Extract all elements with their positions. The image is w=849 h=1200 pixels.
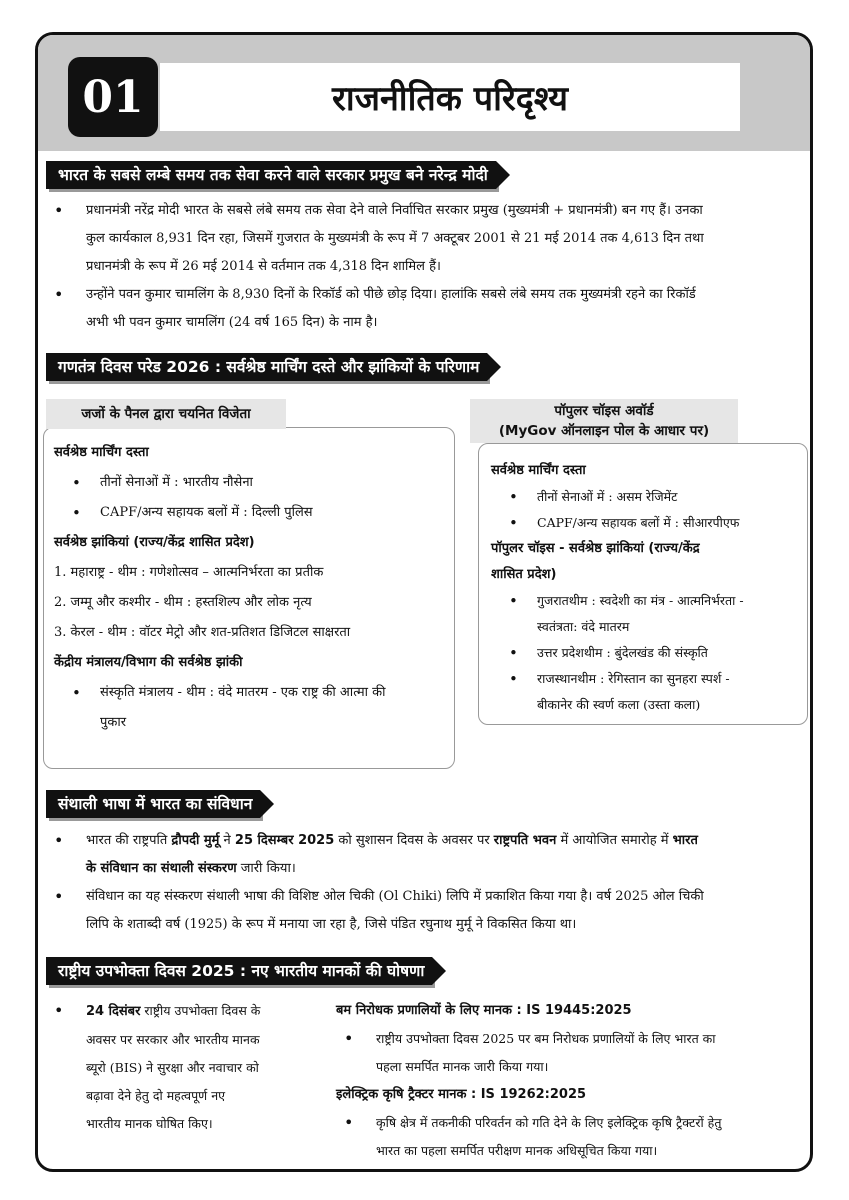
list-item: • भारत की राष्ट्रपति द्रौपदी मुर्मू ने 25 दिसम्बर 2025 को सुशासन दिवस के अवसर पर राष्ट्रपति भवन में आयोजित समारोह में भारत के संविधान का संथाली संस्करण जारी किया। bbox=[46, 827, 808, 883]
popular-choice-tab: पॉपुलर चॉइस अवॉर्ड (MyGov ऑनलाइन पोल के आधार पर) bbox=[470, 399, 738, 443]
list-item: • कृषि क्षेत्र में तकनीकी परिवर्तन को गति देने के लिए इलेक्ट्रिक कृषि ट्रैक्टरों हेतु भारत का पहला समर्पित परीक्षण मानक अधिसूचित किया गया। bbox=[336, 1109, 808, 1165]
page-frame bbox=[35, 32, 813, 1172]
list-item: • उत्तर प्रदेशथीम : बुंदेलखंड की संस्कृति bbox=[491, 640, 799, 666]
section-heading-consumer-day: राष्ट्रीय उपभोक्ता दिवस 2025 : नए भारतीय मानकों की घोषणा bbox=[46, 957, 446, 985]
subheading: पॉपुलर चॉइस - सर्वश्रेष्ठ झांकियां (राज्य/केंद्र bbox=[491, 541, 700, 556]
list-item: • संविधान का यह संस्करण संथाली भाषा की विशिष्ट ओल चिकी (Ol Chiki) लिपि में प्रकाशित किया गया है। वर्ष 2025 ओल चिकी लिपि के शताब्दी वर्ष (1925) के रूप में मनाया जा रहा है, जिसे पंडित रघुनाथ मुर्मू ने विकसित किया था। bbox=[46, 883, 808, 939]
subheading: सर्वश्रेष्ठ मार्चिंग दस्ता bbox=[491, 463, 586, 478]
popular-choice-box: सर्वश्रेष्ठ मार्चिंग दस्ता • तीनों सेनाओं में : असम रेजिमेंट • CAPF/अन्य सहायक बलों में : सीआरपीएफ पॉपुलर चॉइस - सर्वश्रेष्ठ झांकियां (राज्य/केंद्र शासित प्रदेश) • गुजरातथीम : स्वदेशी का मंत्र - आत्मनिर्भरता - स्वतंत्रता: वंदे मातरम • उत्तर प्रदेशथीम : बुंदेलखंड की संस्कृति • राजस्थानथीम : रेगिस्तान का सुनहरा स्पर्श - बीकानेर की स्वर्ण कला (उस्ता कला) bbox=[478, 443, 808, 725]
subheading: सर्वश्रेष्ठ मार्चिंग दस्ता bbox=[54, 445, 149, 460]
list-item: 3. केरल - थीम : वॉटर मेट्रो और शत-प्रतिशत डिजिटल साक्षरता bbox=[54, 625, 351, 640]
judges-tab: जजों के पैनल द्वारा चयनित विजेता bbox=[46, 399, 286, 429]
list-item: • उन्होंने पवन कुमार चामलिंग के 8,930 दिनों के रिकॉर्ड को पीछे छोड़ दिया। हालांकि सबसे लंबे समय तक मुख्यमंत्री रहने का रिकॉर्ड अभी भी पवन कुमार चामलिंग (24 वर्ष 165 दिन) के नाम है। bbox=[46, 281, 808, 337]
section-heading-parade: गणतंत्र दिवस परेड 2026 : सर्वश्रेष्ठ मार्चिंग दस्ते और झांकियों के परिणाम bbox=[46, 353, 501, 381]
subheading: सर्वश्रेष्ठ झांकियां (राज्य/केंद्र शासित प्रदेश) bbox=[54, 535, 255, 550]
consumer-day-right bbox=[336, 997, 808, 1165]
list-item: • संस्कृति मंत्रालय - थीम : वंदे मातरम - एक राष्ट्र की आत्मा की bbox=[54, 678, 444, 708]
chapter-number: 01 bbox=[68, 57, 158, 137]
list-item: • CAPF/अन्य सहायक बलों में : सीआरपीएफ bbox=[491, 510, 799, 536]
subheading: बम निरोधक प्रणालियों के लिए मानक : IS 19445:2025 bbox=[336, 1003, 632, 1018]
section-modi-body bbox=[46, 197, 808, 337]
chapter-header bbox=[38, 35, 810, 151]
list-item: 2. जम्मू और कश्मीर - थीम : हस्तशिल्प और लोक नृत्य bbox=[54, 595, 312, 610]
section-heading-santhali: संथाली भाषा में भारत का संविधान bbox=[46, 790, 274, 818]
consumer-day-left bbox=[46, 997, 308, 1138]
list-item: 1. महाराष्ट्र - थीम : गणेशोत्सव – आत्मनिर्भरता का प्रतीक bbox=[54, 565, 324, 580]
list-item: • राष्ट्रीय उपभोक्ता दिवस 2025 पर बम निरोधक प्रणालियों के लिए भारत का पहला समर्पित मानक जारी किया गया। bbox=[336, 1025, 808, 1081]
list-item: • राजस्थानथीम : रेगिस्तान का सुनहरा स्पर्श - bbox=[491, 666, 799, 692]
chapter-title: राजनीतिक परिदृश्य bbox=[332, 79, 568, 119]
subheading: केंद्रीय मंत्रालय/विभाग की सर्वश्रेष्ठ झांकी bbox=[54, 655, 243, 670]
judges-winners-box: सर्वश्रेष्ठ मार्चिंग दस्ता • तीनों सेनाओं में : भारतीय नौसेना • CAPF/अन्य सहायक बलों में : दिल्ली पुलिस सर्वश्रेष्ठ झांकियां (राज्य/केंद्र शासित प्रदेश) 1. महाराष्ट्र - थीम : गणेशोत्सव – आत्मनिर्भरता का प्रतीक 2. जम्मू और कश्मीर - थीम : हस्तशिल्प और लोक नृत्य 3. केरल - थीम : वॉटर मेट्रो और शत-प्रतिशत डिजिटल साक्षरता केंद्रीय मंत्रालय/विभाग की सर्वश्रेष्ठ झांकी • संस्कृति मंत्रालय - थीम : वंदे मातरम - एक राष्ट्र की आत्मा की पुकार bbox=[43, 427, 455, 769]
chapter-title-box bbox=[160, 63, 740, 131]
list-item: • तीनों सेनाओं में : असम रेजिमेंट bbox=[491, 484, 799, 510]
list-item: • प्रधानमंत्री नरेंद्र मोदी भारत के सबसे लंबे समय तक सेवा देने वाले निर्वाचित सरकार प्रमुख (मुख्यमंत्री + प्रधानमंत्री) बन गए हैं। उनका कुल कार्यकाल 8,931 दिन रहा, जिसमें गुजरात के मुख्यमंत्री के रूप में 7 अक्टूबर 2001 से 21 मई 2014 तक 4,613 दिन तथा प्रधानमंत्री के रूप में 26 मई 2014 से वर्तमान तक 4,318 दिन शामिल हैं। bbox=[46, 197, 808, 281]
list-item: • CAPF/अन्य सहायक बलों में : दिल्ली पुलिस bbox=[54, 498, 444, 528]
list-item: • तीनों सेनाओं में : भारतीय नौसेना bbox=[54, 468, 444, 498]
list-item: • गुजरातथीम : स्वदेशी का मंत्र - आत्मनिर्भरता - bbox=[491, 588, 799, 614]
subheading: इलेक्ट्रिक कृषि ट्रैक्टर मानक : IS 19262:2025 bbox=[336, 1087, 587, 1102]
section-santhali-body bbox=[46, 827, 808, 939]
list-item: • 24 दिसंबर राष्ट्रीय उपभोक्ता दिवस के अवसर पर सरकार और भारतीय मानक ब्यूरो (BIS) ने सुरक्षा और नवाचार को बढ़ावा देने हेतु दो महत्वपूर्ण नए भारतीय मानक घोषित किए। bbox=[46, 997, 308, 1138]
section-heading-modi: भारत के सबसे लम्बे समय तक सेवा करने वाले सरकार प्रमुख बने नरेन्द्र मोदी bbox=[46, 161, 510, 189]
